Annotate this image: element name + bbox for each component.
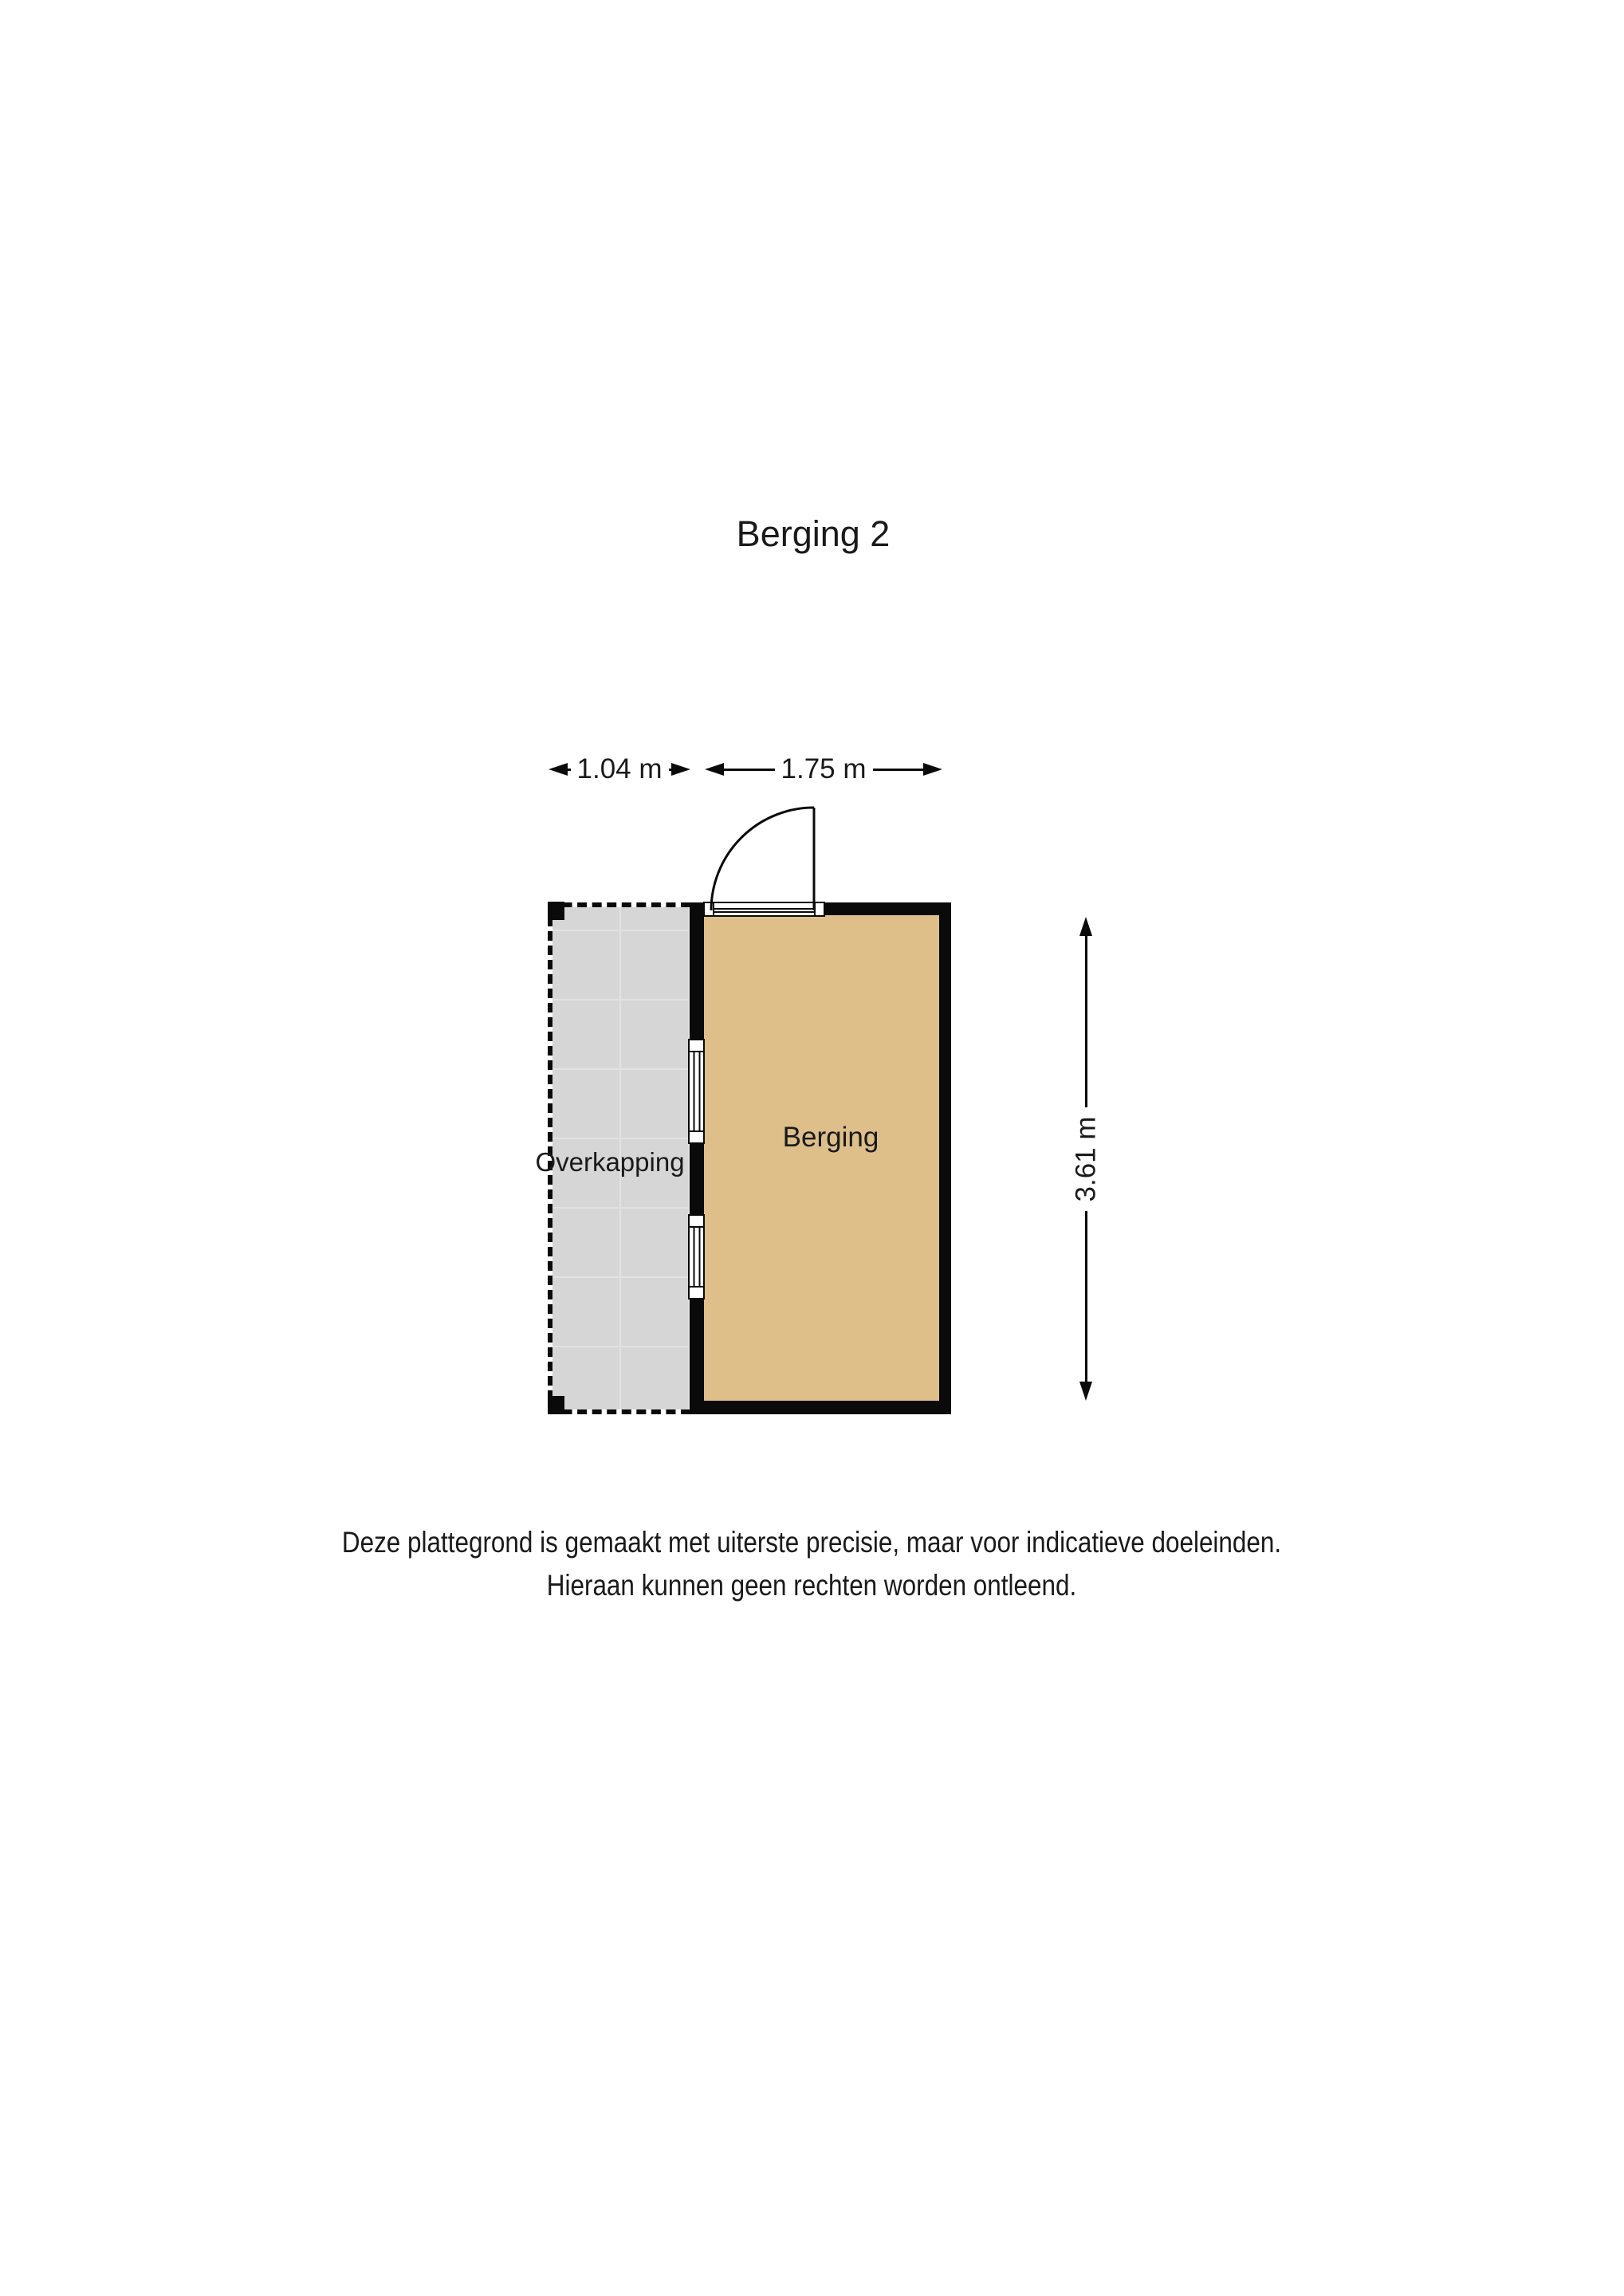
dimension-berging-width — [705, 753, 942, 786]
dimension-line — [724, 769, 775, 771]
room-label-overkapping: Overkapping — [535, 1147, 685, 1177]
window-sill — [690, 1286, 703, 1288]
dimension-line — [873, 769, 924, 771]
dimension-arrow-up-icon — [1079, 917, 1092, 936]
disclaimer-line-2: Hieraan kunnen geen rechten worden ontleend. — [546, 1569, 1077, 1602]
dimension-arrow-right-icon — [671, 763, 690, 776]
dimension-label: 3.61 m — [1070, 1116, 1101, 1201]
dimension-arrow-down-icon — [1079, 1382, 1092, 1401]
dimension-label: 1.04 m — [576, 753, 663, 784]
canopy-post-top-left — [548, 902, 564, 920]
door-swing-icon — [698, 800, 825, 919]
window-sill — [690, 1130, 703, 1132]
dimension-line — [1085, 1211, 1087, 1382]
dimension-berging-height — [1069, 917, 1103, 1401]
canopy-post-bottom-left — [548, 1396, 564, 1414]
window-lower — [688, 1214, 705, 1299]
dimension-overkapping-width — [549, 753, 690, 786]
dimension-arrow-left-icon — [705, 763, 724, 776]
dimension-arrow-right-icon — [923, 763, 942, 776]
page-title: Berging 2 — [736, 513, 891, 554]
dimension-line — [1085, 936, 1087, 1107]
window-glazing — [693, 1228, 700, 1286]
disclaimer — [342, 1521, 1281, 1607]
berging-floor — [704, 915, 939, 1401]
dimension-label: 1.75 m — [781, 753, 867, 784]
dimension-label-box — [1069, 1107, 1103, 1211]
disclaimer-line-1: Deze plattegrond is gemaakt met uiterste precisie, maar voor indicatieve doeleinden. — [341, 1526, 1282, 1559]
room-label-berging: Berging — [782, 1122, 879, 1153]
window-upper — [688, 1039, 705, 1144]
door-swing-arc — [711, 808, 814, 910]
dimension-arrow-left-icon — [549, 763, 568, 776]
window-glazing — [693, 1052, 700, 1130]
